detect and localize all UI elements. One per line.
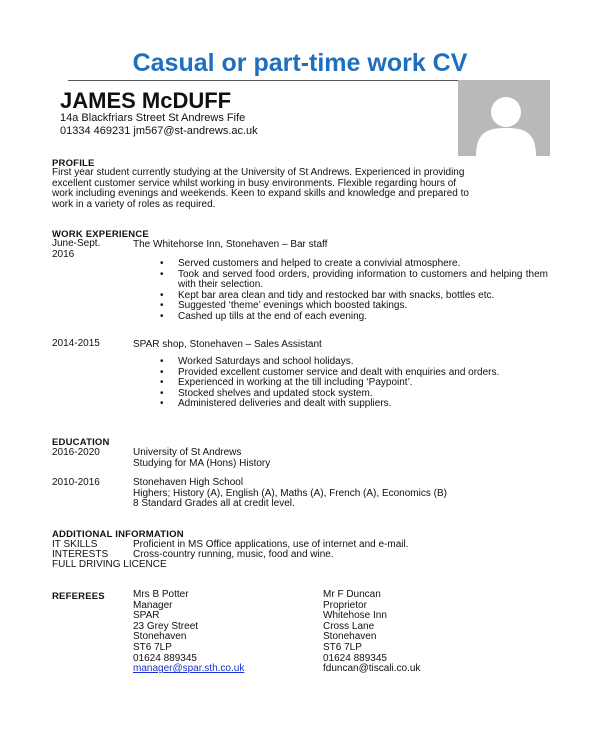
job-title: SPAR shop, Stonehaven – Sales Assistant xyxy=(133,339,322,350)
referee-line: Cross Lane xyxy=(323,620,375,632)
info-label: IT SKILLS xyxy=(52,539,98,550)
duty-item: • Experienced in working at the till including ‘Paypoint’. xyxy=(160,378,548,389)
contact-line: 01334 469231 jm567@st-andrews.ac.uk xyxy=(60,125,258,137)
referee-1 xyxy=(133,590,244,675)
education-date: 2016-2020 xyxy=(52,447,100,458)
referee-2 xyxy=(323,590,420,675)
education-line: University of St Andrews xyxy=(133,447,242,458)
education-line: Highers; History (A), English (A), Maths (A), French (A), Economics (B) xyxy=(133,487,447,499)
job-title: The Whitehorse Inn, Stonehaven – Bar staff xyxy=(133,239,328,250)
referees-heading: REFEREES xyxy=(52,591,105,602)
additional-info-heading: ADDITIONAL INFORMATION xyxy=(52,529,184,540)
profile-line: work including evenings and weekends. Keen to expand skills and knowledge and prepared to xyxy=(52,188,469,200)
info-label: INTERESTS xyxy=(52,549,109,560)
duty-item: • Suggested ‘theme’ evenings which boosted takings. xyxy=(160,301,548,312)
document-title: Casual or part-time work CV xyxy=(132,49,468,77)
referee-line: ST6 7LP xyxy=(133,641,172,653)
job-duties-list xyxy=(160,259,548,323)
referee-line: Manager xyxy=(133,599,173,611)
profile-line: excellent customer service whilst working in busy environments. Flexible regarding hours of xyxy=(52,177,457,189)
education-entry xyxy=(133,448,270,469)
referee-line: Mrs B Potter xyxy=(133,589,189,600)
referee-email: fduncan@tiscali.co.uk xyxy=(323,663,421,675)
duty-item: • Served customers and helped to create a convivial atmosphere. xyxy=(160,259,548,270)
duty-item: • Kept bar area clean and tidy and restocked bar with snacks, bottles etc. xyxy=(160,291,548,302)
referee-line: SPAR xyxy=(133,610,160,622)
job-date-line: 2016 xyxy=(52,248,75,260)
referee-line: Mr F Duncan xyxy=(323,589,381,600)
education-entry xyxy=(133,478,447,510)
education-line: Studying for MA (Hons) History xyxy=(133,457,271,469)
education-heading: EDUCATION xyxy=(52,437,110,448)
referee-line: 01624 889345 xyxy=(133,652,197,664)
job-duties-list xyxy=(160,357,548,410)
info-value: Proficient in MS Office applications, use of internet and e-mail. xyxy=(133,539,409,550)
duty-item: • Cashed up tills at the end of each evening. xyxy=(160,312,548,323)
referee-line: Whitehose Inn xyxy=(323,610,387,622)
duty-item: • Administered deliveries and dealt with suppliers. xyxy=(160,399,548,410)
profile-text xyxy=(52,168,548,210)
duty-item: • Worked Saturdays and school holidays. xyxy=(160,357,548,368)
duty-item: • Stocked shelves and updated stock system. xyxy=(160,389,548,400)
referee-line: ST6 7LP xyxy=(323,641,362,653)
profile-heading: PROFILE xyxy=(52,158,95,169)
referee-line: Proprietor xyxy=(323,599,367,611)
candidate-name: JAMES McDUFF xyxy=(60,88,232,113)
job-date-line: June-Sept. xyxy=(52,238,101,249)
referee-line: Stonehaven xyxy=(133,631,187,643)
referee-line: 23 Grey Street xyxy=(133,620,199,632)
duty-item: • Provided excellent customer service and dealt with enquiries and orders. xyxy=(160,368,548,379)
referee-email-link[interactable]: manager@spar.sth.co.uk xyxy=(133,663,245,675)
person-silhouette-icon xyxy=(458,80,550,156)
profile-line: First year student currently studying at the University of St Andrews. Experienced in providing xyxy=(52,167,465,178)
info-label: FULL DRIVING LICENCE xyxy=(52,559,167,570)
job-date: 2014-2015 xyxy=(52,338,100,349)
address-line: 14a Blackfriars Street St Andrews Fife xyxy=(60,112,246,124)
education-line: 8 Standard Grades all at credit level. xyxy=(133,498,295,510)
job-date xyxy=(52,239,100,260)
duty-item: • Took and served food orders, providing information to customers and helping them with their selection. xyxy=(160,270,548,291)
education-date: 2010-2016 xyxy=(52,477,100,488)
info-value: Cross-country running, music, food and wine. xyxy=(133,549,334,560)
profile-photo-placeholder xyxy=(458,80,550,156)
profile-line: work in a variety of roles as required. xyxy=(52,198,216,210)
referee-line: Stonehaven xyxy=(323,631,377,643)
referee-line: 01624 889345 xyxy=(323,652,387,664)
work-experience-heading: WORK EXPERIENCE xyxy=(52,229,149,240)
education-line: Stonehaven High School xyxy=(133,477,244,488)
